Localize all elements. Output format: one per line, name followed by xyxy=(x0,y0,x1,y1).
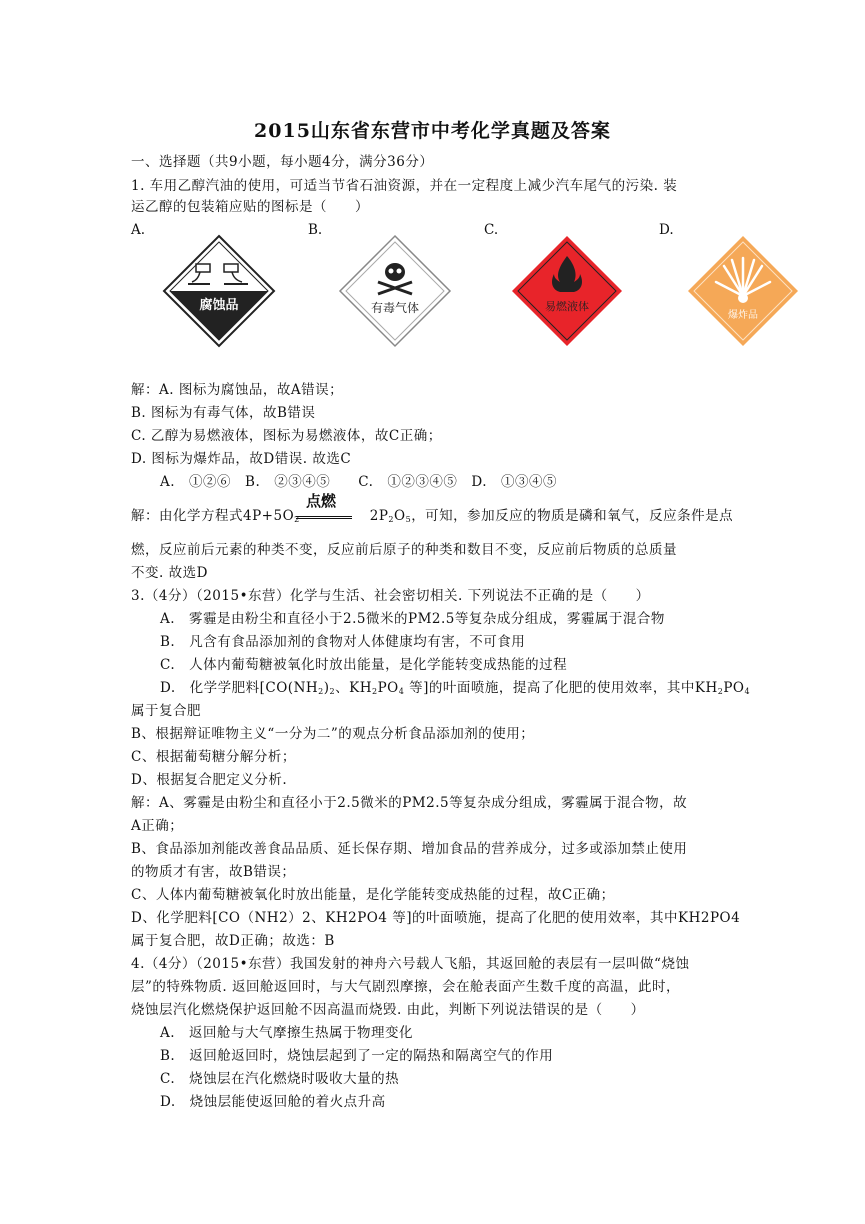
solution-2-line-1: 燃，反应前后元素的种类不变，反应前后原子的种类和数目不变，反应前后物质的总质量 xyxy=(131,542,677,558)
question-3-option-a: A. 雾霾是由粉尘和直径小于2.5微米的PM2.5等复杂成分组成，雾霾属于混合物 xyxy=(160,611,665,627)
equation-suffix: ，可知，参加反应的物质是磷和氧气，反应条件是点 xyxy=(411,508,734,524)
question-1-line-2: 运乙醇的包装箱应贴的图标是（ ） xyxy=(131,199,369,215)
question-3-stem: 3.（4分）（2015•东营）化学与生活、社会密切相关. 下列说法不正确的是（ ） xyxy=(131,588,650,604)
solution-3-line-1: 解：A、雾霾是由粉尘和直径小于2.5微米的PM2.5等复杂成分组成，雾霾属于混合物，故 xyxy=(131,795,688,811)
question-3-option-c: C. 人体内葡萄糖被氧化时放出能量，是化学能转变成热能的过程 xyxy=(160,657,568,673)
equation-prefix: 解：由化学方程式4P+5O xyxy=(131,508,295,524)
solution-3-line-5: C、人体内葡萄糖被氧化时放出能量，是化学能转变成热能的过程，故C正确； xyxy=(131,887,615,903)
analysis-3-line-2: C、根据葡萄糖分解分析； xyxy=(131,749,296,765)
section-heading: 一、选择题（共9小题，每小题4分，满分36分） xyxy=(131,154,434,170)
toxic-gas-sign-icon xyxy=(338,234,452,348)
equation-product: 2P xyxy=(369,508,389,524)
solution-1-line-2: B. 图标为有毒气体，故B错误 xyxy=(131,405,316,421)
question-4-line-1: 4.（4分）（2015•东营）我国发射的神舟六号载人飞船，其返回舱的表层有一层叫做“烧蚀 xyxy=(131,956,690,972)
solution-3-line-6: D、化学肥料[CO（NH2）2、KH2PO4 等]的叶面喷施，提高了化肥的使用效率，其中KH2PO4 xyxy=(131,910,741,926)
question-4-option-a: A. 返回舱与大气摩擦生热属于物理变化 xyxy=(160,1025,414,1041)
question-4-line-3: 烧蚀层汽化燃烧保护返回舱不因高温而烧毁. 由此，判断下列说法错误的是（ ） xyxy=(131,1002,645,1018)
solution-3-line-7: 属于复合肥，故D正确；故选：B xyxy=(131,933,335,949)
question-4-option-b: B. 返回舱返回时，烧蚀层起到了一定的隔热和隔离空气的作用 xyxy=(160,1048,554,1064)
question-3-option-b: B. 凡含有食品添加剂的食物对人体健康均有害，不可食用 xyxy=(160,634,526,650)
solution-1-line-1: 解：A. 图标为腐蚀品，故A错误； xyxy=(131,382,344,398)
option-b-label: B. xyxy=(308,222,323,238)
question-4-option-c: C. 烧蚀层在汽化燃烧时吸收大量的热 xyxy=(160,1071,400,1087)
corrosive-sign-text: 腐蚀品 xyxy=(199,298,239,313)
document-title: 2015山东省东营市中考化学真题及答案 xyxy=(254,120,611,142)
solution-3-line-4: 的物质才有害，故B错误； xyxy=(131,864,296,880)
option-c-label: C. xyxy=(484,222,499,238)
reaction-arrow xyxy=(296,516,352,519)
equation-line: 解：由化学方程式$4P+5O_2$ $2P_2O_5$，可知，参加反应的物质是磷和氧气，反应条件是点 xyxy=(131,508,734,524)
analysis-3-line-1: B、根据辩证唯物主义“一分为二”的观点分析食品添加剂的使用； xyxy=(131,726,535,742)
question-1-line-1: 1. 车用乙醇汽油的使用，可适当节省石油资源，并在一定程度上减少汽车尾气的污染. 装 xyxy=(131,178,678,194)
question-2-options: A. ①②⑥ B. ②③④⑤ C. ①②③④⑤ D. ①③④⑤ xyxy=(160,474,558,490)
question-3-option-d: D. 化学学肥料[$CO(NH_2)_2$、$KH_2PO_4$ 等]的叶面喷施，提高了化肥的使用效率，其中$KH_2PO_4$ xyxy=(160,680,751,696)
question-4-line-2: 层”的特殊物质. 返回舱返回时，与大气剧烈摩擦，会在舱表面产生数千度的高温，此时， xyxy=(131,979,680,995)
explosive-sign-text: 爆炸品 xyxy=(728,310,758,321)
solution-2-line-2: 不变. 故选D xyxy=(131,565,208,581)
explosive-sign-icon xyxy=(686,234,800,348)
toxic-gas-sign-text: 有毒气体 xyxy=(370,301,420,315)
question-3-option-d-cont: 属于复合肥 xyxy=(131,703,201,719)
analysis-3-line-3: D、根据复合肥定义分析. xyxy=(131,772,288,788)
question-4-option-d: D. 烧蚀层能使返回舱的着火点升高 xyxy=(160,1094,386,1110)
solution-3-line-3: B、食品添加剂能改善食品品质、延长保存期、增加食品的营养成分，过多或添加禁止使用 xyxy=(131,841,688,857)
solution-1-line-4: D. 图标为爆炸品，故D错误. 故选C xyxy=(131,451,352,467)
flammable-liquid-sign-text: 易燃液体 xyxy=(545,300,589,313)
option-a-label: A. xyxy=(131,222,146,238)
solution-1-line-3: C. 乙醇为易燃液体，图标为易燃液体，故C正确； xyxy=(131,428,442,444)
option-d-label: D. xyxy=(659,222,674,238)
flammable-liquid-sign-icon xyxy=(510,234,624,348)
reaction-condition: 点燃 xyxy=(306,492,337,510)
solution-3-line-2: A正确； xyxy=(131,818,184,834)
corrosive-sign-icon xyxy=(162,234,276,348)
